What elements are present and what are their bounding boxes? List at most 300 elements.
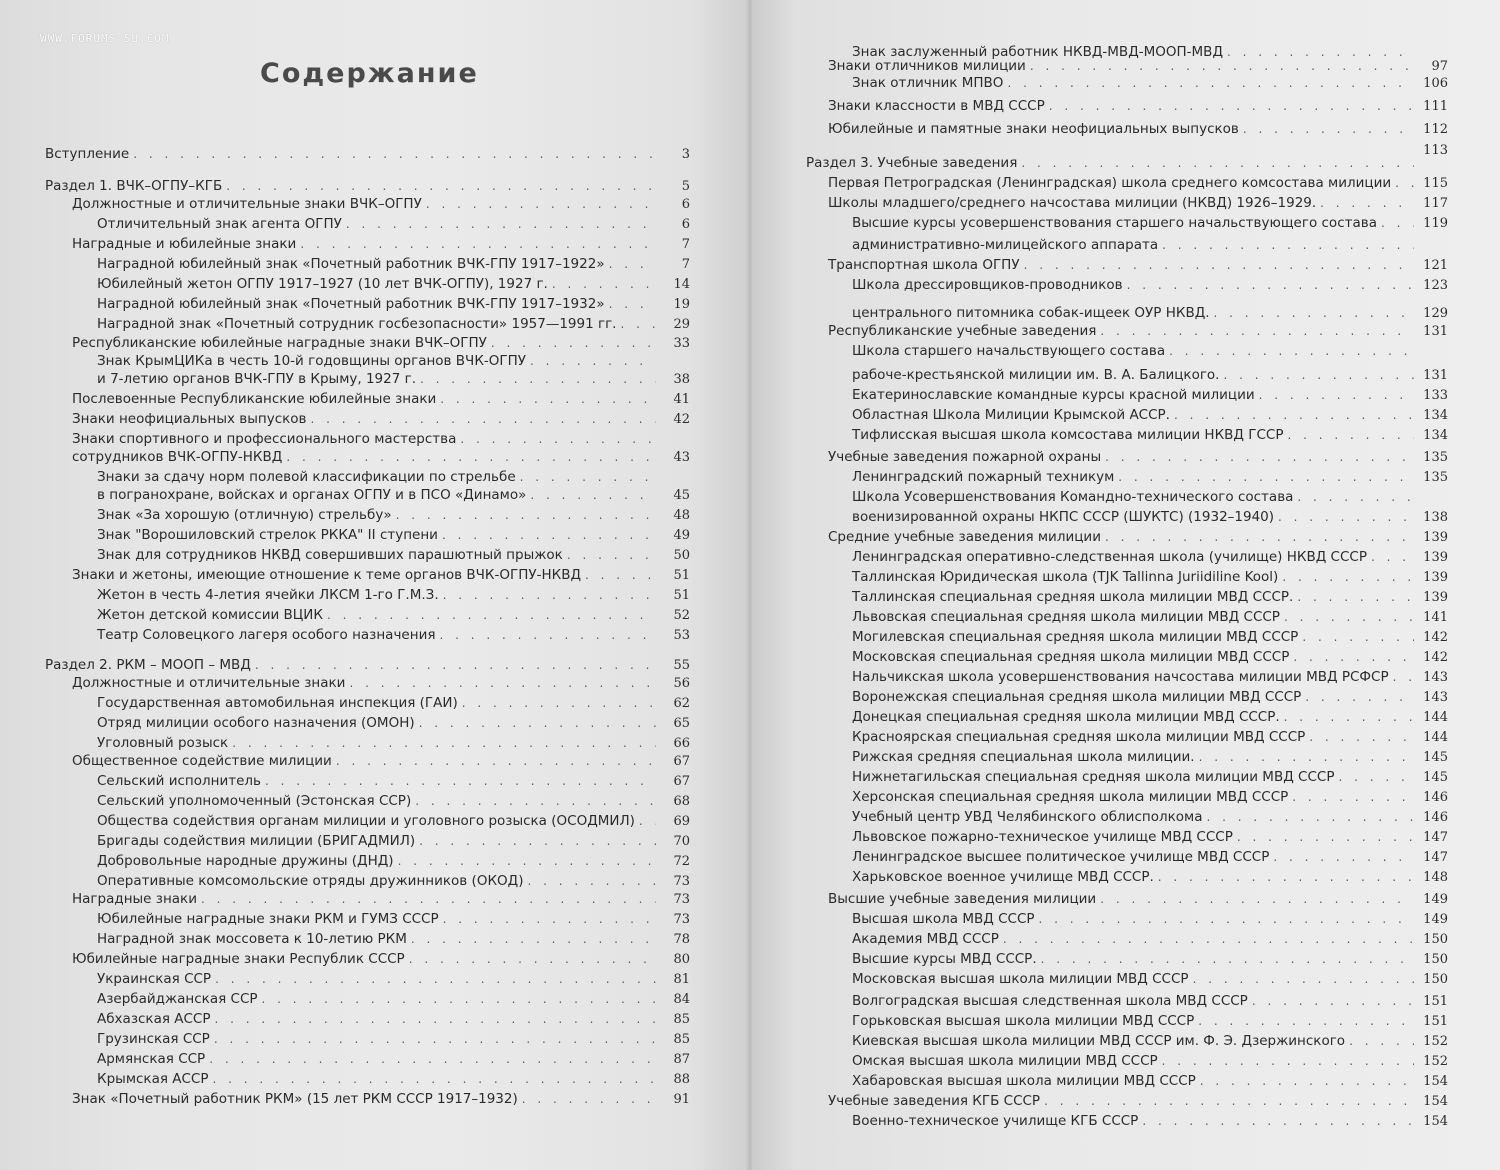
toc-entry-title: Знак КрымЦИКа в честь 10-й годовщины органов ВЧК-ОГПУ <box>97 353 527 369</box>
toc-dot-leader <box>1297 590 1414 605</box>
toc-entry-title: Республиканские юбилейные наградные знаки ВЧК–ОГПУ <box>72 335 487 351</box>
toc-page-number: 65 <box>673 716 690 731</box>
toc-page-number: 111 <box>1423 99 1448 114</box>
toc-entry-title: Транспортная школа ОГПУ <box>828 257 1020 273</box>
toc-entry <box>852 72 1448 91</box>
toc-page-number: 106 <box>1423 76 1448 91</box>
toc-page-number: 152 <box>1423 1034 1448 1049</box>
toc-entry <box>852 746 1448 765</box>
toc-entry <box>72 1088 690 1107</box>
toc-entry <box>828 118 1448 137</box>
toc-page-number: 56 <box>673 676 690 691</box>
toc-page-number: 133 <box>1423 388 1448 403</box>
toc-entry <box>852 384 1448 403</box>
toc-dot-leader <box>396 508 656 523</box>
toc-page-number: 62 <box>673 696 690 711</box>
toc-entry-title: Харьковское военное училище МВД СССР. <box>852 869 1154 885</box>
toc-entry <box>97 466 690 485</box>
toc-page-number: 117 <box>1423 196 1448 211</box>
toc-page-number: 139 <box>1423 550 1448 565</box>
toc-entry <box>852 646 1448 665</box>
toc-dot-leader <box>300 237 656 252</box>
toc-entry <box>97 1028 690 1047</box>
toc-dot-leader <box>420 372 656 387</box>
toc-entry <box>852 1110 1448 1129</box>
toc-page-number: 73 <box>673 912 690 927</box>
toc-dot-leader <box>1393 670 1414 685</box>
toc-entry-title: Государственная автомобильная инспекция (ГАИ) <box>97 695 458 711</box>
toc-entry-title: Знаки и жетоны, имеющие отношение к теме органов ВЧК-ОГПУ-НКВД <box>72 567 582 583</box>
toc-entry <box>828 446 1448 465</box>
toc-entry <box>97 790 690 809</box>
toc-entry-title: Крымская АССР <box>97 1071 209 1087</box>
toc-dot-leader <box>1288 428 1415 443</box>
toc-dot-leader <box>415 794 656 809</box>
toc-entry <box>828 95 1448 114</box>
toc-dot-leader <box>1395 176 1414 191</box>
toc-dot-leader <box>1021 156 1414 171</box>
toc-entry-title: Академия МВД СССР <box>852 931 999 947</box>
toc-entry-title: Красноярская специальная средняя школа милиции МВД СССР <box>852 729 1306 745</box>
page-title: Содержание <box>260 58 479 89</box>
toc-entry-title: Учебный центр УВД Челябинского облисполкома <box>852 809 1203 825</box>
toc-page-number: 48 <box>673 508 690 523</box>
toc-page-number: 134 <box>1423 408 1448 423</box>
toc-entry-title: Омская высшая школа милиции МВД СССР <box>852 1053 1158 1069</box>
toc-entry <box>97 770 690 789</box>
toc-page-number: 73 <box>673 874 690 889</box>
toc-dot-leader <box>1293 650 1414 665</box>
toc-entry <box>97 524 690 543</box>
toc-dot-leader <box>1158 870 1414 885</box>
toc-page-number: 134 <box>1423 428 1448 443</box>
toc-entry <box>72 672 690 691</box>
toc-entry-title: Раздел 2. РКМ – МООП – МВД <box>45 657 251 673</box>
toc-entry-title: Наградные и юбилейные знаки <box>72 236 297 252</box>
toc-dot-leader <box>214 1032 656 1047</box>
toc-entry <box>97 313 690 332</box>
toc-entry-title: сотрудников ВЧК-ОГПУ-НКВД <box>72 449 283 465</box>
toc-dot-leader <box>286 450 656 465</box>
toc-entry <box>828 1090 1448 1109</box>
toc-entry-title: рабоче-крестьянской милиции им. В. А. Балицкого. <box>852 367 1220 383</box>
toc-entry <box>828 192 1448 211</box>
toc-entry-title: Школа старшего начальствующего состава <box>852 343 1166 359</box>
toc-page-number: 154 <box>1423 1114 1448 1129</box>
toc-dot-leader <box>411 932 656 947</box>
toc-dot-leader <box>460 432 656 447</box>
toc-entry <box>97 1008 690 1027</box>
toc-page-number: 119 <box>1423 216 1448 231</box>
toc-entry <box>852 506 1448 525</box>
toc-dot-leader <box>1105 530 1414 545</box>
toc-dot-leader <box>1309 730 1414 745</box>
toc-entry-title: Знак «Почетный работник РКМ» (15 лет РКМ СССР 1917–1932) <box>72 1091 518 1107</box>
toc-dot-leader <box>639 814 656 829</box>
toc-entry-title: Знаки отличников милиции <box>828 58 1026 74</box>
toc-entry <box>72 193 690 212</box>
toc-dot-leader <box>1297 490 1414 505</box>
toc-entry <box>852 726 1448 745</box>
toc-page-number: 150 <box>1423 952 1448 967</box>
toc-dot-leader <box>567 548 656 563</box>
toc-entry <box>97 504 690 523</box>
toc-entry <box>72 428 690 447</box>
toc-entry <box>852 364 1448 383</box>
toc-entry <box>97 870 690 889</box>
toc-dot-leader <box>1381 216 1414 231</box>
toc-entry-title: Московская специальная средняя школа милиции МВД СССР <box>852 649 1290 665</box>
toc-dot-leader <box>409 952 656 967</box>
toc-dot-leader <box>1162 238 1414 253</box>
toc-dot-leader <box>1198 1014 1414 1029</box>
toc-entry-title: Воронежская специальная средняя школа милиции МВД СССР <box>852 689 1302 705</box>
toc-page-number: 3 <box>681 147 690 162</box>
toc-dot-leader <box>1193 972 1414 987</box>
toc-entry-title: Юбилейные и памятные знаки неофициальных выпусков <box>828 121 1239 137</box>
toc-entry-title: Знак для сотрудников НКВД совершивших парашютный прыжок <box>97 547 563 563</box>
toc-entry <box>97 350 690 369</box>
toc-page-number: 149 <box>1423 892 1448 907</box>
toc-entry-title: военизированной охраны НКПС СССР (ШУКТС) (1932–1940) <box>852 509 1275 525</box>
toc-entry-title: Жетон детской комиссии ВЦИК <box>97 607 323 623</box>
toc-page-number: 147 <box>1423 830 1448 845</box>
toc-page-number: 148 <box>1423 870 1448 885</box>
toc-entry <box>72 564 690 583</box>
toc-page-number: 91 <box>673 1092 690 1107</box>
toc-page-number: 81 <box>673 972 690 987</box>
toc-dot-leader <box>213 1072 657 1087</box>
toc-dot-leader <box>1206 810 1414 825</box>
toc-page-number: 150 <box>1423 972 1448 987</box>
toc-entry <box>852 968 1448 987</box>
toc-entry-title: Львовское пожарно-техническое училище МВД СССР <box>852 829 1233 845</box>
toc-entry <box>97 484 690 503</box>
toc-page-number: 51 <box>673 588 690 603</box>
toc-entry-title: Азербайджанская ССР <box>97 991 258 1007</box>
toc-entry <box>97 928 690 947</box>
toc-dot-leader <box>419 716 656 731</box>
toc-dot-leader <box>255 658 656 673</box>
toc-entry <box>45 143 690 162</box>
toc-dot-leader <box>491 336 656 351</box>
toc-entry <box>45 654 690 673</box>
toc-entry-title: Ленинградская оперативно-следственная школа (училище) НКВД СССР <box>852 549 1367 565</box>
toc-entry <box>97 850 690 869</box>
toc-page-number: 70 <box>673 834 690 849</box>
toc-page-number: 143 <box>1423 690 1448 705</box>
toc-dot-leader <box>1371 550 1414 565</box>
toc-dot-leader <box>1223 368 1414 383</box>
toc-entry <box>852 546 1448 565</box>
toc-page-number: 7 <box>681 257 690 272</box>
toc-dot-leader <box>1302 630 1414 645</box>
toc-entry-title: Вступление <box>45 146 130 162</box>
toc-page-number: 5 <box>681 179 690 194</box>
toc-entry-title: Высшая школа МВД СССР <box>852 911 1035 927</box>
toc-page-number: 78 <box>673 932 690 947</box>
toc-entry <box>72 332 690 351</box>
toc-dot-leader <box>327 608 656 623</box>
toc-entry-title: Школа Усовершенствования Командно-технического состава <box>852 489 1294 505</box>
toc-entry-title: Отряд милиции особого назначения (ОМОН) <box>97 715 415 731</box>
toc-page-number: 146 <box>1423 790 1448 805</box>
toc-entry <box>828 526 1448 545</box>
toc-dot-leader <box>215 1012 657 1027</box>
toc-page-number: 141 <box>1423 610 1448 625</box>
toc-entry <box>852 666 1448 685</box>
toc-dot-leader <box>439 628 656 643</box>
toc-dot-leader <box>585 568 656 583</box>
toc-dot-leader <box>1100 324 1414 339</box>
toc-page-number: 6 <box>681 217 690 232</box>
toc-dot-leader <box>440 392 656 407</box>
toc-entry-title: Тифлисская высшая школа комсостава милиции НКВД ГССР <box>852 427 1284 443</box>
toc-page-number: 135 <box>1423 470 1448 485</box>
toc-dot-leader <box>552 277 656 292</box>
toc-page-number: 147 <box>1423 850 1448 865</box>
toc-page-number: 145 <box>1423 770 1448 785</box>
toc-dot-leader <box>620 317 656 332</box>
toc-page-number: 80 <box>673 952 690 967</box>
toc-entry <box>852 786 1448 805</box>
toc-entry <box>852 908 1448 927</box>
toc-dot-leader <box>1305 690 1414 705</box>
toc-entry-title: Нальчикская школа усовершенствования начсостава милиции МВД РСФСР <box>852 669 1389 685</box>
toc-dot-leader <box>1039 912 1414 927</box>
toc-dot-leader <box>262 992 656 1007</box>
toc-entry-title: Наградные знаки <box>72 891 197 907</box>
toc-page-number: 112 <box>1423 122 1448 137</box>
toc-dot-leader <box>1199 750 1414 765</box>
toc-entry <box>852 686 1448 705</box>
toc-page-number: 135 <box>1423 450 1448 465</box>
toc-entry <box>828 320 1448 339</box>
toc-dot-leader <box>1100 892 1414 907</box>
toc-entry-title: Уголовный розыск <box>97 735 229 751</box>
toc-page-number: 38 <box>673 372 690 387</box>
toc-dot-leader <box>442 528 656 543</box>
toc-entry-title: Наградной юбилейный знак «Почетный работник ВЧК-ГПУ 1917–1932» <box>97 296 605 312</box>
toc-entry <box>97 712 690 731</box>
toc-entry-title: Знак заслуженный работник НКВД-МВД-МООП-МВД <box>852 44 1223 60</box>
toc-dot-leader <box>1273 850 1414 865</box>
toc-entry <box>852 424 1448 443</box>
toc-entry-title: Школа дрессировщиков-проводников <box>852 277 1123 293</box>
toc-page-number: 150 <box>1423 932 1448 947</box>
toc-dot-leader <box>1003 932 1414 947</box>
toc-entry <box>852 486 1448 505</box>
toc-entry <box>852 466 1448 485</box>
toc-entry-title: Послевоенные Республиканские юбилейные знаки <box>72 391 437 407</box>
toc-dot-leader <box>1284 610 1414 625</box>
toc-entry <box>852 948 1448 967</box>
toc-entry-title: Волгоградская высшая следственная школа МВД СССР <box>852 993 1248 1009</box>
toc-entry-title: Общественное содействие милиции <box>72 753 332 769</box>
toc-entry <box>806 152 1448 171</box>
toc-dot-leader <box>1118 470 1414 485</box>
toc-dot-leader <box>522 1092 656 1107</box>
toc-page-number: 88 <box>673 1072 690 1087</box>
toc-page-number: 151 <box>1423 1014 1448 1029</box>
toc-page-number: 146 <box>1423 810 1448 825</box>
toc-entry-title: Высшие курсы усовершенствования старшего начальствующего состава <box>852 215 1377 231</box>
toc-page-number: 143 <box>1423 670 1448 685</box>
toc-dot-leader <box>419 834 656 849</box>
toc-page-number: 144 <box>1423 710 1448 725</box>
toc-entry <box>97 624 690 643</box>
toc-entry <box>97 908 690 927</box>
toc-page-number: 123 <box>1423 278 1448 293</box>
toc-entry-title: Оперативные комсомольские отряды дружинников (ОКОД) <box>97 873 524 889</box>
toc-page-number: 73 <box>673 892 690 907</box>
toc-entry-title: Жетон в честь 4-летия ячейки ЛКСМ 1-го Г.М.З. <box>97 587 439 603</box>
toc-entry <box>97 1068 690 1087</box>
toc-page-number: 85 <box>673 1032 690 1047</box>
toc-dot-leader <box>609 297 656 312</box>
toc-entry <box>852 274 1448 293</box>
toc-dot-leader <box>1127 278 1414 293</box>
toc-entry <box>97 213 690 232</box>
toc-entry-title: Наградной юбилейный знак «Почетный работник ВЧК-ГПУ 1917–1922» <box>97 256 605 272</box>
toc-entry-title: Раздел 3. Учебные заведения <box>806 155 1018 171</box>
toc-page-number: 152 <box>1423 1054 1448 1069</box>
toc-entry <box>852 706 1448 725</box>
toc-dot-leader <box>443 588 656 603</box>
toc-entry <box>852 404 1448 423</box>
toc-entry-title: Высшие учебные заведения милиции <box>828 891 1097 907</box>
toc-entry-title: Львовская специальная средняя школа милиции МВД СССР <box>852 609 1280 625</box>
toc-dot-leader <box>1049 99 1414 114</box>
toc-entry <box>72 888 690 907</box>
toc-entry <box>97 604 690 623</box>
toc-entry <box>852 846 1448 865</box>
toc-page-number: 129 <box>1423 306 1448 321</box>
toc-dot-leader <box>311 412 657 427</box>
toc-entry <box>97 584 690 603</box>
toc-entry-title: Таллинская Юридическая школа (TJK Tallinna Juriidiline Kool) <box>852 569 1279 585</box>
toc-page-number: 85 <box>673 1012 690 1027</box>
toc-entry-title: Знаки спортивного и профессионального мастерства <box>72 431 457 447</box>
toc-page-number: 67 <box>673 774 690 789</box>
toc-page-number: 131 <box>1423 324 1448 339</box>
toc-entry-title: Нижнетагильская специальная средняя школа милиции МВД СССР <box>852 769 1335 785</box>
toc-entry <box>97 293 690 312</box>
toc-page-number: 151 <box>1423 994 1448 1009</box>
toc-entry <box>72 388 690 407</box>
toc-entry-title: Знак «За хорошую (отличную) стрельбу» <box>97 507 392 523</box>
toc-entry-title: Таллинская специальная средняя школа милиции МВД СССР. <box>852 589 1294 605</box>
toc-page-number: 131 <box>1423 368 1448 383</box>
toc-page-number: 139 <box>1423 590 1448 605</box>
toc-entry-title: Могилевская специальная средняя школа милиции МВД СССР <box>852 629 1299 645</box>
toc-entry <box>72 233 690 252</box>
toc-entry-title: Киевская высшая школа милиции МВД СССР им. Ф. Э. Дзержинского <box>852 1033 1346 1049</box>
toc-entry-title: Бригады содействия милиции (БРИГАДМИЛ) <box>97 833 416 849</box>
toc-entry-title: Добровольные народные дружины (ДНД) <box>97 853 394 869</box>
toc-entry-title: Средние учебные заведения милиции <box>828 529 1101 545</box>
toc-entry-title: Военно-техническое училище КГБ СССР <box>852 1113 1139 1129</box>
toc-entry <box>828 888 1448 907</box>
watermark: WWW.FORUMS-SU.COM <box>40 32 170 45</box>
toc-page-number: 142 <box>1423 650 1448 665</box>
toc-page-number: 41 <box>673 392 690 407</box>
toc-entry-title: центрального питомника собак-ищеек ОУР НКВД. <box>852 305 1210 321</box>
toc-dot-leader <box>1162 1054 1414 1069</box>
toc-entry-title: Республиканские учебные заведения <box>828 323 1097 339</box>
toc-page-number: 142 <box>1423 630 1448 645</box>
toc-page-number: 67 <box>673 754 690 769</box>
toc-entry <box>97 253 690 272</box>
toc-entry-title: Знак "Ворошиловский стрелок РККА" II ступени <box>97 527 438 543</box>
toc-dot-leader <box>1320 196 1414 211</box>
toc-page-number: 139 <box>1423 530 1448 545</box>
toc-dot-leader <box>462 696 656 711</box>
toc-entry <box>852 1030 1448 1049</box>
toc-entry-title: Знаки неофициальных выпусков <box>72 411 307 427</box>
toc-entry <box>97 988 690 1007</box>
toc-dot-leader <box>1041 952 1414 967</box>
toc-entry <box>852 826 1448 845</box>
toc-page-number: 69 <box>673 814 690 829</box>
toc-entry <box>97 968 690 987</box>
toc-entry-title: Юбилейные наградные знаки РКМ и ГУМЗ СССР <box>97 911 439 927</box>
toc-entry <box>852 626 1448 645</box>
toc-dot-leader <box>1105 450 1414 465</box>
toc-dot-leader <box>232 736 656 751</box>
toc-page-number: 49 <box>673 528 690 543</box>
right-page <box>752 0 1500 1170</box>
toc-entry <box>852 1070 1448 1089</box>
toc-entry-title: Армянская ССР <box>97 1051 206 1067</box>
toc-dot-leader <box>1259 388 1414 403</box>
toc-page-number: 149 <box>1423 912 1448 927</box>
toc-entry <box>852 302 1448 321</box>
toc-dot-leader <box>265 774 656 789</box>
toc-entry-title: Раздел 1. ВЧК–ОГПУ–КГБ <box>45 178 223 194</box>
toc-page-number: 139 <box>1423 570 1448 585</box>
toc-page-number: 115 <box>1423 176 1448 191</box>
toc-entry <box>97 732 690 751</box>
toc-entry <box>852 866 1448 885</box>
toc-page-number: 45 <box>673 488 690 503</box>
toc-entry-title: Абхазская АССР <box>97 1011 211 1027</box>
toc-page-number: 121 <box>1423 258 1448 273</box>
toc-entry <box>852 212 1448 231</box>
toc-dot-leader <box>426 197 656 212</box>
toc-entry-title: Наградной знак моссовета к 10-летию РКМ <box>97 931 407 947</box>
toc-page-number: 145 <box>1423 750 1448 765</box>
toc-entry <box>852 606 1448 625</box>
toc-entry-title: Школы младшего/среднего начсостава милиции (НКВД) 1926–1929. <box>828 195 1317 211</box>
toc-page-number: 51 <box>673 568 690 583</box>
toc-dot-leader <box>1169 344 1414 359</box>
toc-entry-title: Отличительный знак агента ОГПУ <box>97 216 342 232</box>
toc-entry <box>97 830 690 849</box>
toc-entry-title: Учебные заведения пожарной охраны <box>828 449 1102 465</box>
toc-page-number: 43 <box>673 450 690 465</box>
toc-entry-title: и 7-летию органов ВЧК-ГПУ в Крыму, 1927 г. <box>97 371 417 387</box>
toc-dot-leader <box>1349 1034 1414 1049</box>
toc-dot-leader <box>349 676 656 691</box>
toc-entry-title: Должностные и отличительные знаки <box>72 675 346 691</box>
toc-dot-leader <box>1200 1074 1414 1089</box>
toc-entry <box>97 368 690 387</box>
toc-dot-leader <box>1237 830 1414 845</box>
toc-entry-title: Горьковская высшая школа милиции МВД СССР <box>852 1013 1195 1029</box>
toc-entry <box>97 273 690 292</box>
toc-dot-leader <box>1278 510 1414 525</box>
